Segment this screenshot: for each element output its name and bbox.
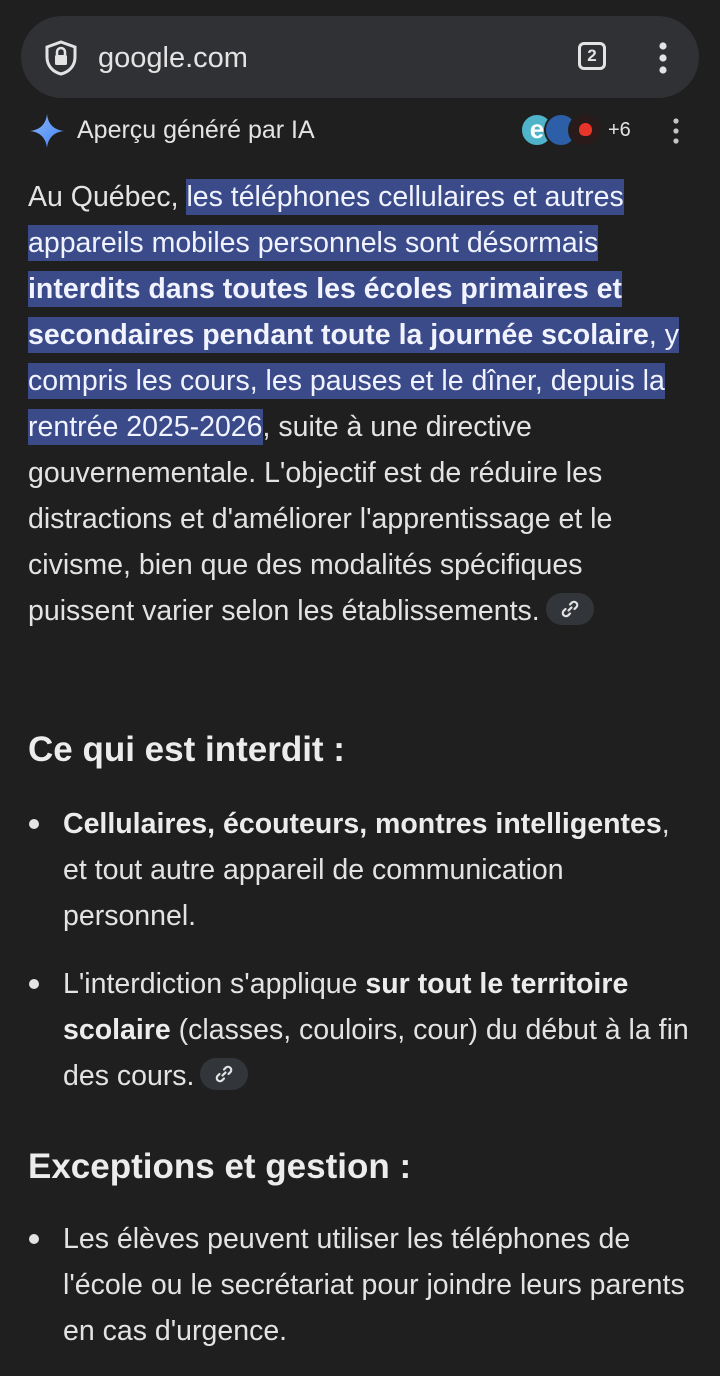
bold-text: Cellulaires, écouteurs, montres intelligentes	[63, 808, 662, 840]
more-sources-count[interactable]: +6	[608, 119, 631, 141]
search-result-content	[0, 108, 720, 1355]
maple-leaf-icon	[579, 123, 592, 136]
link-icon	[560, 599, 580, 619]
highlighted-bold-text: interdits dans toutes les écoles primaires et secondaires pendant toute la journée scolaire	[28, 273, 649, 351]
source-link-button[interactable]	[546, 593, 594, 625]
link-icon	[214, 1064, 234, 1084]
section-heading: Exceptions et gestion :	[28, 1147, 412, 1186]
more-vert-icon[interactable]	[664, 116, 688, 146]
paragraph-text: Au Québec,	[28, 181, 187, 213]
list-item	[28, 1216, 692, 1354]
url-text[interactable]: google.com	[98, 42, 248, 74]
section-heading: Ce qui est interdit :	[28, 730, 345, 769]
highlighted-text-part: les téléphones cellulaires et autres appareils mobiles personnels sont désormais	[28, 181, 624, 259]
list-item-text: (classes, couloirs, cour) du début à la fin des cours.	[63, 1014, 689, 1092]
ai-overview-title: Aperçu généré par IA	[77, 116, 315, 144]
ai-overview-header	[0, 108, 720, 154]
source-link-button[interactable]	[200, 1058, 248, 1090]
paragraph-text: , suite à une directive gouvernementale. L'objectif est de réduire les distractions et d'améliorer l'apprentissage et le civisme, bien que des modalités spécifiques puissent varier selon les établissements.	[28, 411, 613, 627]
bullet-list	[28, 801, 692, 1121]
source-avatars[interactable]	[520, 113, 600, 145]
browser-toolbar	[0, 0, 720, 108]
source-logo-icon: e	[529, 114, 545, 144]
source-avatar[interactable]	[568, 113, 602, 147]
tabs-icon[interactable]: 2	[578, 42, 606, 70]
bold-text: sur tout le territoire scolaire	[63, 968, 629, 1046]
list-item-text: L'interdiction s'applique	[63, 968, 366, 1000]
lock-icon[interactable]	[44, 40, 78, 76]
bullet-list	[28, 1216, 692, 1376]
sparkle-icon	[29, 113, 65, 149]
list-item	[28, 801, 692, 939]
highlighted-text	[28, 179, 679, 445]
more-vert-icon[interactable]	[650, 40, 676, 76]
list-item-text: , et tout autre appareil de communication personnel.	[63, 808, 670, 932]
highlighted-text-part: , y compris les cours, les pauses et le dîner, depuis la rentrée 2025-2026	[28, 319, 679, 443]
ai-overview-paragraph	[28, 174, 692, 634]
list-item-text: Les élèves peuvent utiliser les téléphones de l'école ou le secrétariat pour joindre leurs parents en cas d'urgence.	[63, 1223, 685, 1347]
list-item	[28, 961, 692, 1099]
